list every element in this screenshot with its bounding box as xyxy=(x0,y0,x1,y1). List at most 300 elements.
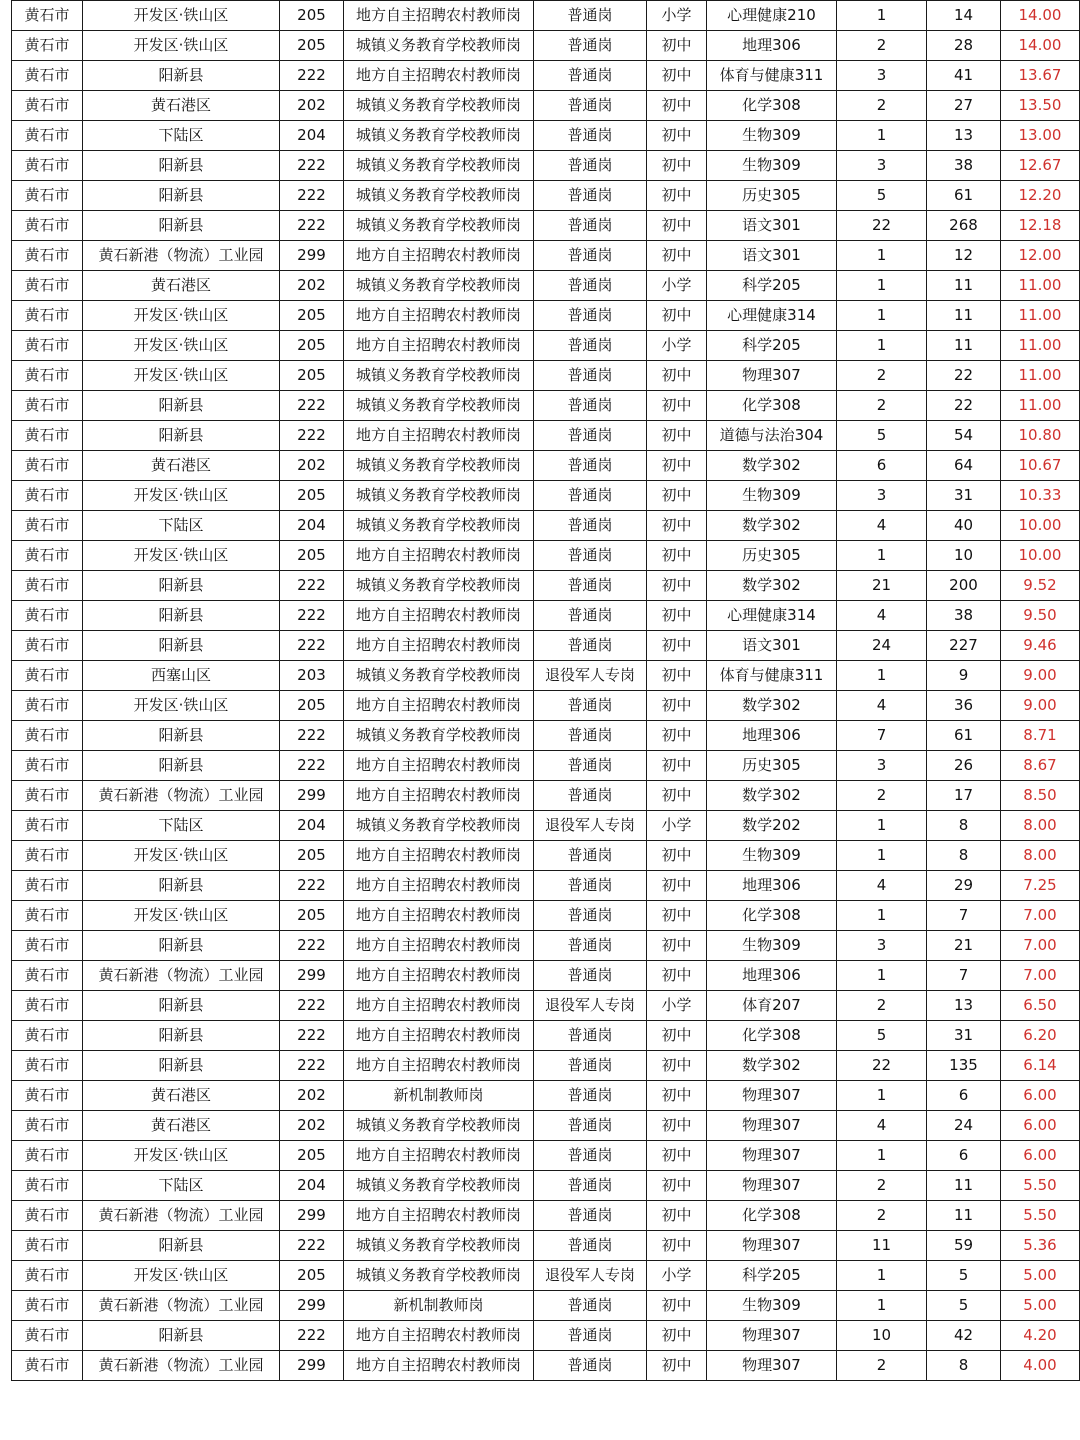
subject-cell: 数学302 xyxy=(707,1051,837,1081)
subject-cell: 心理健康314 xyxy=(707,601,837,631)
post-type-cell: 城镇义务教育学校教师岗 xyxy=(344,391,534,421)
ratio-cell: 5.00 xyxy=(1001,1291,1080,1321)
ratio-cell: 8.00 xyxy=(1001,811,1080,841)
table-row xyxy=(12,571,1080,601)
post-category-cell: 普通岗 xyxy=(534,31,647,61)
district-cell: 阳新县 xyxy=(83,151,280,181)
district-code-cell: 205 xyxy=(280,331,344,361)
post-type-cell: 地方自主招聘农村教师岗 xyxy=(344,301,534,331)
school-level-cell: 初中 xyxy=(647,781,707,811)
applicants-cell: 26 xyxy=(927,751,1001,781)
applicants-cell: 29 xyxy=(927,871,1001,901)
city-cell: 黄石市 xyxy=(12,271,83,301)
ratio-cell: 9.00 xyxy=(1001,661,1080,691)
table-row xyxy=(12,361,1080,391)
district-cell: 开发区·铁山区 xyxy=(83,691,280,721)
applicants-cell: 227 xyxy=(927,631,1001,661)
applicants-cell: 31 xyxy=(927,1021,1001,1051)
post-category-cell: 普通岗 xyxy=(534,631,647,661)
ratio-cell: 8.71 xyxy=(1001,721,1080,751)
table-row xyxy=(12,691,1080,721)
post-type-cell: 地方自主招聘农村教师岗 xyxy=(344,751,534,781)
district-code-cell: 205 xyxy=(280,31,344,61)
subject-cell: 道德与法治304 xyxy=(707,421,837,451)
subject-cell: 物理307 xyxy=(707,1231,837,1261)
district-cell: 黄石港区 xyxy=(83,1111,280,1141)
post-type-cell: 城镇义务教育学校教师岗 xyxy=(344,361,534,391)
ratio-cell: 14.00 xyxy=(1001,31,1080,61)
table-row xyxy=(12,871,1080,901)
school-level-cell: 初中 xyxy=(647,1111,707,1141)
table-row xyxy=(12,781,1080,811)
ratio-cell: 4.20 xyxy=(1001,1321,1080,1351)
district-code-cell: 222 xyxy=(280,61,344,91)
post-category-cell: 普通岗 xyxy=(534,271,647,301)
table-row xyxy=(12,301,1080,331)
ratio-cell: 13.50 xyxy=(1001,91,1080,121)
city-cell: 黄石市 xyxy=(12,1321,83,1351)
post-category-cell: 退役军人专岗 xyxy=(534,811,647,841)
table-row xyxy=(12,241,1080,271)
subject-cell: 科学205 xyxy=(707,331,837,361)
post-category-cell: 退役军人专岗 xyxy=(534,991,647,1021)
ratio-cell: 6.14 xyxy=(1001,1051,1080,1081)
school-level-cell: 初中 xyxy=(647,361,707,391)
post-category-cell: 普通岗 xyxy=(534,511,647,541)
table-row xyxy=(12,1321,1080,1351)
subject-cell: 物理307 xyxy=(707,1351,837,1381)
school-level-cell: 初中 xyxy=(647,1351,707,1381)
school-level-cell: 小学 xyxy=(647,1261,707,1291)
post-type-cell: 城镇义务教育学校教师岗 xyxy=(344,1171,534,1201)
applicants-cell: 22 xyxy=(927,391,1001,421)
quota-cell: 22 xyxy=(837,1051,927,1081)
city-cell: 黄石市 xyxy=(12,1021,83,1051)
post-type-cell: 新机制教师岗 xyxy=(344,1291,534,1321)
table-row xyxy=(12,181,1080,211)
school-level-cell: 初中 xyxy=(647,451,707,481)
post-category-cell: 普通岗 xyxy=(534,151,647,181)
ratio-cell: 9.00 xyxy=(1001,691,1080,721)
district-code-cell: 299 xyxy=(280,1201,344,1231)
post-category-cell: 普通岗 xyxy=(534,721,647,751)
ratio-cell: 8.50 xyxy=(1001,781,1080,811)
district-code-cell: 205 xyxy=(280,691,344,721)
subject-cell: 数学302 xyxy=(707,781,837,811)
city-cell: 黄石市 xyxy=(12,631,83,661)
subject-cell: 体育与健康311 xyxy=(707,661,837,691)
district-code-cell: 205 xyxy=(280,481,344,511)
district-code-cell: 204 xyxy=(280,121,344,151)
quota-cell: 3 xyxy=(837,931,927,961)
district-cell: 黄石新港（物流）工业园 xyxy=(83,961,280,991)
district-cell: 西塞山区 xyxy=(83,661,280,691)
quota-cell: 2 xyxy=(837,1201,927,1231)
district-code-cell: 222 xyxy=(280,211,344,241)
post-category-cell: 普通岗 xyxy=(534,181,647,211)
applicants-cell: 11 xyxy=(927,1201,1001,1231)
quota-cell: 1 xyxy=(837,961,927,991)
city-cell: 黄石市 xyxy=(12,301,83,331)
subject-cell: 数学302 xyxy=(707,451,837,481)
subject-cell: 数学302 xyxy=(707,691,837,721)
district-code-cell: 222 xyxy=(280,421,344,451)
subject-cell: 历史305 xyxy=(707,541,837,571)
table-row xyxy=(12,61,1080,91)
post-category-cell: 普通岗 xyxy=(534,391,647,421)
table-row xyxy=(12,271,1080,301)
subject-cell: 生物309 xyxy=(707,121,837,151)
post-category-cell: 普通岗 xyxy=(534,211,647,241)
post-type-cell: 地方自主招聘农村教师岗 xyxy=(344,631,534,661)
subject-cell: 地理306 xyxy=(707,31,837,61)
district-cell: 阳新县 xyxy=(83,751,280,781)
post-category-cell: 退役军人专岗 xyxy=(534,661,647,691)
subject-cell: 生物309 xyxy=(707,481,837,511)
district-code-cell: 205 xyxy=(280,841,344,871)
ratio-cell: 12.00 xyxy=(1001,241,1080,271)
subject-cell: 数学302 xyxy=(707,571,837,601)
city-cell: 黄石市 xyxy=(12,691,83,721)
district-code-cell: 222 xyxy=(280,151,344,181)
post-type-cell: 地方自主招聘农村教师岗 xyxy=(344,961,534,991)
district-code-cell: 299 xyxy=(280,241,344,271)
subject-cell: 数学202 xyxy=(707,811,837,841)
quota-cell: 22 xyxy=(837,211,927,241)
post-category-cell: 普通岗 xyxy=(534,1231,647,1261)
applicants-cell: 40 xyxy=(927,511,1001,541)
district-cell: 黄石港区 xyxy=(83,271,280,301)
district-code-cell: 202 xyxy=(280,91,344,121)
city-cell: 黄石市 xyxy=(12,481,83,511)
school-level-cell: 初中 xyxy=(647,1201,707,1231)
applicants-cell: 41 xyxy=(927,61,1001,91)
city-cell: 黄石市 xyxy=(12,541,83,571)
city-cell: 黄石市 xyxy=(12,391,83,421)
city-cell: 黄石市 xyxy=(12,571,83,601)
city-cell: 黄石市 xyxy=(12,1111,83,1141)
ratio-cell: 11.00 xyxy=(1001,391,1080,421)
post-category-cell: 普通岗 xyxy=(534,751,647,781)
city-cell: 黄石市 xyxy=(12,211,83,241)
table-row xyxy=(12,1081,1080,1111)
post-type-cell: 城镇义务教育学校教师岗 xyxy=(344,121,534,151)
quota-cell: 3 xyxy=(837,151,927,181)
city-cell: 黄石市 xyxy=(12,961,83,991)
post-type-cell: 地方自主招聘农村教师岗 xyxy=(344,541,534,571)
district-cell: 阳新县 xyxy=(83,631,280,661)
applicants-cell: 7 xyxy=(927,901,1001,931)
ratio-cell: 11.00 xyxy=(1001,301,1080,331)
district-cell: 开发区·铁山区 xyxy=(83,361,280,391)
school-level-cell: 初中 xyxy=(647,241,707,271)
district-cell: 黄石新港（物流）工业园 xyxy=(83,781,280,811)
district-cell: 阳新县 xyxy=(83,391,280,421)
district-code-cell: 205 xyxy=(280,301,344,331)
post-type-cell: 地方自主招聘农村教师岗 xyxy=(344,691,534,721)
post-type-cell: 地方自主招聘农村教师岗 xyxy=(344,781,534,811)
table-row xyxy=(12,121,1080,151)
applicants-cell: 6 xyxy=(927,1081,1001,1111)
quota-cell: 2 xyxy=(837,391,927,421)
district-cell: 开发区·铁山区 xyxy=(83,841,280,871)
quota-cell: 2 xyxy=(837,991,927,1021)
table-row xyxy=(12,91,1080,121)
ratio-cell: 11.00 xyxy=(1001,361,1080,391)
school-level-cell: 初中 xyxy=(647,511,707,541)
post-category-cell: 普通岗 xyxy=(534,1201,647,1231)
city-cell: 黄石市 xyxy=(12,781,83,811)
ratio-cell: 5.50 xyxy=(1001,1201,1080,1231)
post-category-cell: 普通岗 xyxy=(534,1351,647,1381)
post-category-cell: 普通岗 xyxy=(534,91,647,121)
post-category-cell: 普通岗 xyxy=(534,1291,647,1321)
post-type-cell: 城镇义务教育学校教师岗 xyxy=(344,1231,534,1261)
post-type-cell: 城镇义务教育学校教师岗 xyxy=(344,211,534,241)
ratio-cell: 13.00 xyxy=(1001,121,1080,151)
school-level-cell: 初中 xyxy=(647,121,707,151)
school-level-cell: 初中 xyxy=(647,1081,707,1111)
quota-cell: 1 xyxy=(837,541,927,571)
post-type-cell: 地方自主招聘农村教师岗 xyxy=(344,601,534,631)
city-cell: 黄石市 xyxy=(12,61,83,91)
table-row xyxy=(12,931,1080,961)
applicants-cell: 6 xyxy=(927,1141,1001,1171)
table-row xyxy=(12,631,1080,661)
post-type-cell: 地方自主招聘农村教师岗 xyxy=(344,901,534,931)
district-code-cell: 205 xyxy=(280,361,344,391)
post-type-cell: 城镇义务教育学校教师岗 xyxy=(344,151,534,181)
school-level-cell: 初中 xyxy=(647,1051,707,1081)
school-level-cell: 初中 xyxy=(647,1231,707,1261)
post-type-cell: 地方自主招聘农村教师岗 xyxy=(344,931,534,961)
subject-cell: 数学302 xyxy=(707,511,837,541)
applicants-cell: 36 xyxy=(927,691,1001,721)
district-code-cell: 222 xyxy=(280,1231,344,1261)
district-cell: 阳新县 xyxy=(83,211,280,241)
quota-cell: 1 xyxy=(837,1291,927,1321)
school-level-cell: 小学 xyxy=(647,271,707,301)
post-category-cell: 普通岗 xyxy=(534,331,647,361)
city-cell: 黄石市 xyxy=(12,1201,83,1231)
post-category-cell: 普通岗 xyxy=(534,1021,647,1051)
table-row xyxy=(12,391,1080,421)
district-cell: 黄石港区 xyxy=(83,91,280,121)
table-row xyxy=(12,331,1080,361)
applicants-cell: 135 xyxy=(927,1051,1001,1081)
district-cell: 阳新县 xyxy=(83,991,280,1021)
post-type-cell: 城镇义务教育学校教师岗 xyxy=(344,31,534,61)
school-level-cell: 初中 xyxy=(647,181,707,211)
post-category-cell: 普通岗 xyxy=(534,691,647,721)
school-level-cell: 初中 xyxy=(647,901,707,931)
table-row xyxy=(12,991,1080,1021)
school-level-cell: 初中 xyxy=(647,481,707,511)
applicants-cell: 21 xyxy=(927,931,1001,961)
subject-cell: 物理307 xyxy=(707,1081,837,1111)
city-cell: 黄石市 xyxy=(12,1291,83,1321)
ratio-cell: 6.00 xyxy=(1001,1081,1080,1111)
district-code-cell: 205 xyxy=(280,1141,344,1171)
district-code-cell: 205 xyxy=(280,901,344,931)
post-category-cell: 普通岗 xyxy=(534,1141,647,1171)
district-code-cell: 222 xyxy=(280,991,344,1021)
school-level-cell: 初中 xyxy=(647,301,707,331)
ratio-cell: 6.20 xyxy=(1001,1021,1080,1051)
city-cell: 黄石市 xyxy=(12,1081,83,1111)
ratio-cell: 6.00 xyxy=(1001,1141,1080,1171)
quota-cell: 4 xyxy=(837,871,927,901)
district-cell: 黄石港区 xyxy=(83,451,280,481)
quota-cell: 2 xyxy=(837,91,927,121)
post-category-cell: 普通岗 xyxy=(534,901,647,931)
applicants-cell: 38 xyxy=(927,151,1001,181)
ratio-cell: 6.50 xyxy=(1001,991,1080,1021)
subject-cell: 化学308 xyxy=(707,901,837,931)
school-level-cell: 小学 xyxy=(647,991,707,1021)
school-level-cell: 初中 xyxy=(647,541,707,571)
city-cell: 黄石市 xyxy=(12,1141,83,1171)
district-code-cell: 299 xyxy=(280,781,344,811)
district-code-cell: 222 xyxy=(280,571,344,601)
post-type-cell: 城镇义务教育学校教师岗 xyxy=(344,181,534,211)
school-level-cell: 初中 xyxy=(647,721,707,751)
applicants-cell: 38 xyxy=(927,601,1001,631)
applicants-cell: 61 xyxy=(927,721,1001,751)
post-category-cell: 普通岗 xyxy=(534,841,647,871)
district-cell: 开发区·铁山区 xyxy=(83,301,280,331)
subject-cell: 生物309 xyxy=(707,931,837,961)
table-row xyxy=(12,1171,1080,1201)
quota-cell: 1 xyxy=(837,661,927,691)
ratio-cell: 8.67 xyxy=(1001,751,1080,781)
table-row xyxy=(12,1141,1080,1171)
city-cell: 黄石市 xyxy=(12,661,83,691)
district-cell: 阳新县 xyxy=(83,181,280,211)
ratio-cell: 10.33 xyxy=(1001,481,1080,511)
district-code-cell: 222 xyxy=(280,871,344,901)
city-cell: 黄石市 xyxy=(12,721,83,751)
district-code-cell: 222 xyxy=(280,181,344,211)
quota-cell: 2 xyxy=(837,781,927,811)
subject-cell: 语文301 xyxy=(707,211,837,241)
quota-cell: 2 xyxy=(837,361,927,391)
table-body xyxy=(12,1,1080,1381)
ratio-cell: 5.00 xyxy=(1001,1261,1080,1291)
district-cell: 阳新县 xyxy=(83,931,280,961)
applicants-cell: 5 xyxy=(927,1261,1001,1291)
post-category-cell: 普通岗 xyxy=(534,781,647,811)
quota-cell: 3 xyxy=(837,481,927,511)
post-category-cell: 普通岗 xyxy=(534,451,647,481)
applicants-cell: 200 xyxy=(927,571,1001,601)
district-cell: 开发区·铁山区 xyxy=(83,901,280,931)
quota-cell: 5 xyxy=(837,181,927,211)
quota-cell: 2 xyxy=(837,1351,927,1381)
subject-cell: 心理健康314 xyxy=(707,301,837,331)
quota-cell: 6 xyxy=(837,451,927,481)
table-row xyxy=(12,961,1080,991)
city-cell: 黄石市 xyxy=(12,151,83,181)
applicants-cell: 11 xyxy=(927,1171,1001,1201)
subject-cell: 历史305 xyxy=(707,751,837,781)
city-cell: 黄石市 xyxy=(12,1,83,31)
subject-cell: 体育207 xyxy=(707,991,837,1021)
district-cell: 开发区·铁山区 xyxy=(83,31,280,61)
post-type-cell: 城镇义务教育学校教师岗 xyxy=(344,481,534,511)
quota-cell: 21 xyxy=(837,571,927,601)
table-row xyxy=(12,661,1080,691)
post-type-cell: 城镇义务教育学校教师岗 xyxy=(344,271,534,301)
district-code-cell: 222 xyxy=(280,1021,344,1051)
subject-cell: 化学308 xyxy=(707,91,837,121)
quota-cell: 1 xyxy=(837,1261,927,1291)
city-cell: 黄石市 xyxy=(12,91,83,121)
post-category-cell: 普通岗 xyxy=(534,1321,647,1351)
subject-cell: 体育与健康311 xyxy=(707,61,837,91)
city-cell: 黄石市 xyxy=(12,361,83,391)
post-type-cell: 地方自主招聘农村教师岗 xyxy=(344,1141,534,1171)
applicants-cell: 7 xyxy=(927,961,1001,991)
table-row xyxy=(12,1231,1080,1261)
ratio-cell: 12.18 xyxy=(1001,211,1080,241)
district-cell: 黄石新港（物流）工业园 xyxy=(83,1201,280,1231)
ratio-cell: 7.00 xyxy=(1001,961,1080,991)
post-category-cell: 普通岗 xyxy=(534,541,647,571)
quota-cell: 5 xyxy=(837,1021,927,1051)
table-row xyxy=(12,151,1080,181)
district-code-cell: 299 xyxy=(280,1291,344,1321)
subject-cell: 科学205 xyxy=(707,271,837,301)
table-row xyxy=(12,1111,1080,1141)
district-code-cell: 299 xyxy=(280,1351,344,1381)
applicants-cell: 17 xyxy=(927,781,1001,811)
post-type-cell: 城镇义务教育学校教师岗 xyxy=(344,511,534,541)
district-cell: 黄石新港（物流）工业园 xyxy=(83,241,280,271)
school-level-cell: 初中 xyxy=(647,391,707,421)
subject-cell: 化学308 xyxy=(707,1201,837,1231)
ratio-cell: 9.50 xyxy=(1001,601,1080,631)
post-category-cell: 普通岗 xyxy=(534,61,647,91)
applicants-cell: 13 xyxy=(927,991,1001,1021)
school-level-cell: 初中 xyxy=(647,91,707,121)
post-type-cell: 城镇义务教育学校教师岗 xyxy=(344,1111,534,1141)
quota-cell: 2 xyxy=(837,31,927,61)
school-level-cell: 初中 xyxy=(647,1321,707,1351)
subject-cell: 心理健康210 xyxy=(707,1,837,31)
subject-cell: 生物309 xyxy=(707,1291,837,1321)
post-type-cell: 地方自主招聘农村教师岗 xyxy=(344,421,534,451)
post-type-cell: 地方自主招聘农村教师岗 xyxy=(344,241,534,271)
ratio-cell: 4.00 xyxy=(1001,1351,1080,1381)
city-cell: 黄石市 xyxy=(12,1231,83,1261)
city-cell: 黄石市 xyxy=(12,331,83,361)
school-level-cell: 初中 xyxy=(647,691,707,721)
quota-cell: 4 xyxy=(837,1111,927,1141)
post-type-cell: 地方自主招聘农村教师岗 xyxy=(344,1201,534,1231)
table-row xyxy=(12,451,1080,481)
district-code-cell: 222 xyxy=(280,751,344,781)
subject-cell: 语文301 xyxy=(707,631,837,661)
district-code-cell: 222 xyxy=(280,391,344,421)
ratio-cell: 11.00 xyxy=(1001,331,1080,361)
district-cell: 阳新县 xyxy=(83,601,280,631)
city-cell: 黄石市 xyxy=(12,841,83,871)
post-type-cell: 地方自主招聘农村教师岗 xyxy=(344,871,534,901)
quota-cell: 1 xyxy=(837,1141,927,1171)
school-level-cell: 初中 xyxy=(647,871,707,901)
city-cell: 黄石市 xyxy=(12,751,83,781)
